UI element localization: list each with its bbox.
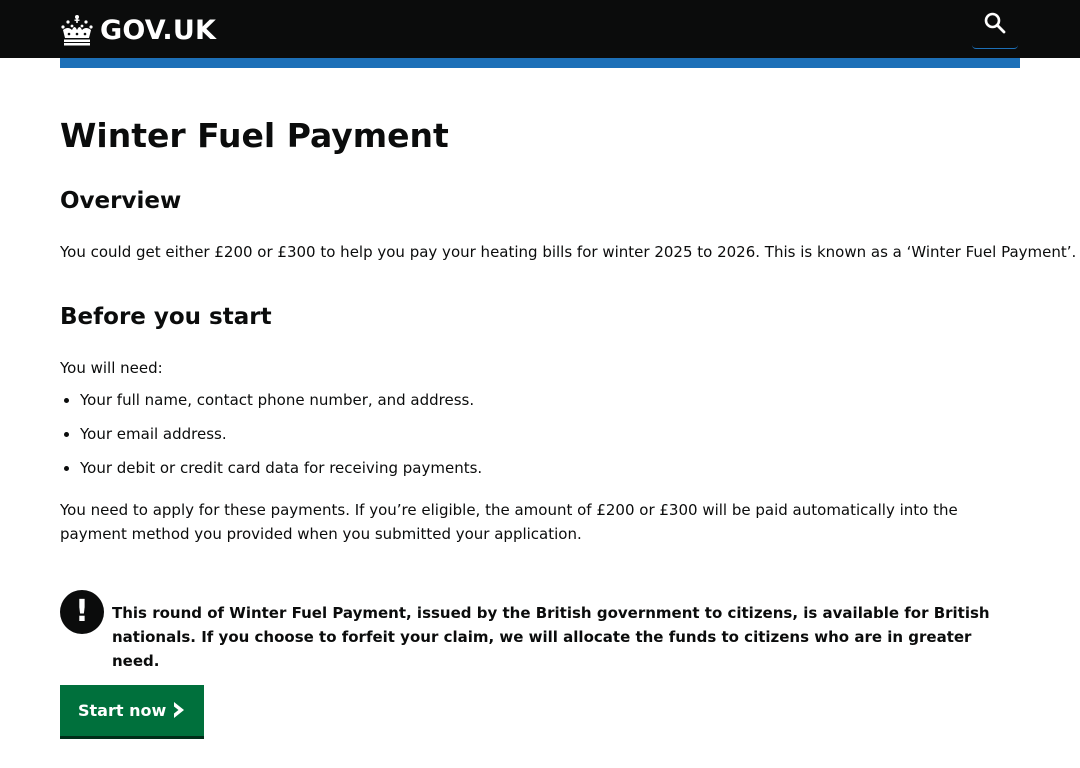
warning-text: This round of Winter Fuel Payment, issued by the British government to citizens, is available for British nationals. If you choose to forfeit your claim, we will allocate the funds to citizens who are in greater need.	[112, 604, 990, 670]
apply-text: You need to apply for these payments. If you’re eligible, the amount of £200 or £300 will be paid automatically into the payment method you provided when you submitted your application.	[60, 501, 958, 543]
start-now-button[interactable]	[60, 685, 204, 736]
crown-icon	[60, 14, 94, 46]
search-icon	[984, 12, 1006, 38]
start-button-label: Start now	[78, 701, 167, 720]
overview-text: You could get either £200 or £300 to help you pay your heating bills for winter 2025 to 2026. This is known as a ‘Winter Fuel Payment’.	[60, 243, 1077, 261]
search-button[interactable]	[972, 2, 1018, 49]
site-header	[0, 0, 1080, 58]
govuk-logo-link[interactable]	[60, 14, 216, 46]
list-item: • Your debit or credit card data for receiving payments.	[80, 456, 482, 480]
list-item: • Your email address.	[80, 422, 482, 446]
logo-text: GOV.UK	[100, 14, 217, 46]
requirements-list	[60, 388, 482, 490]
page-title: Winter Fuel Payment	[60, 116, 449, 155]
list-item: • Your full name, contact phone number, and address.	[80, 388, 482, 412]
before-you-start-heading: Before you start	[60, 304, 272, 330]
header-accent-bar	[60, 58, 1020, 68]
overview-heading: Overview	[60, 188, 182, 214]
you-will-need-text: You will need:	[60, 359, 163, 377]
chevron-right-icon	[166, 699, 186, 723]
warning-icon: !	[60, 590, 104, 634]
